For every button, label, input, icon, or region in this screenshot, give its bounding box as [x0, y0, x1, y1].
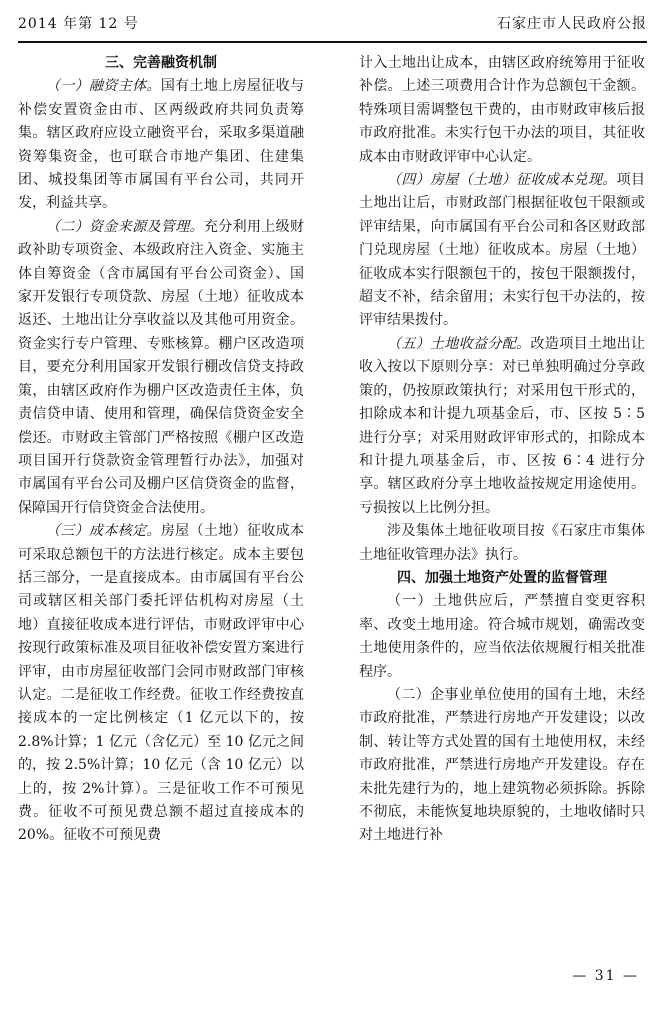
left-column [18, 52, 304, 848]
paragraph-lead: （四）房屋（土地）征收成本兑现。 [387, 172, 617, 189]
paragraph-text: 改造项目土地出让收入按以下原则分享：对已单独明确过分享政策的，仍按原政策执行；对采用包干形式的，扣除成本和计提九项基金后，市、区按 5∶5 进行分享；对采用财政评审形式的，扣除成本和计提九项基金后，市、区按 6∶4 进行分享。辖区政府分享土地收益按规定用途使用。亏损按以上比例分担。 [359, 335, 646, 516]
paragraph-text: （二）企事业单位使用的国有土地，未经市政府批准，严禁进行房地产开发建设；以改制、转让等方式处置的国有土地使用权，未经市政府批准，严禁进行房地产开发建设。存在未批先建行为的，地上建筑物必须拆除。拆除不彻底，未能恢复地块原貌的，土地收储时只对土地进行补 [359, 686, 645, 844]
paragraph-lead: （五）土地收益分配。 [387, 335, 531, 352]
paragraph [359, 333, 645, 520]
page-header [18, 8, 647, 38]
paragraph [18, 75, 304, 215]
paragraph [359, 520, 645, 567]
paragraph [359, 590, 645, 684]
paragraph-text: （一）土地供应后，严禁擅自变更容积率、改变土地用途。符合城市规划，确需改变土地使用条件的，应当依法依规履行相关批准程序。 [359, 593, 645, 680]
issue-label: 2014 年第 12 号 [18, 16, 139, 32]
paragraph-lead: （二）资金来源及管理。 [46, 218, 204, 235]
paragraph [18, 216, 304, 520]
paragraph-text: 计入土地出让成本，由辖区政府统筹用于征收补偿。上述三项费用合计作为总额包干金额。特殊项目需调整包干费的，由市财政审核后报市政府批准。未实行包干办法的项目，其征收成本由市财政评审中心认定。 [359, 55, 645, 165]
section-heading: 三、完善融资机制 [105, 55, 217, 71]
paragraph-text: 房屋（土地）征收成本可采取总额包干的方法进行核定。成本主要包括三部分，一是直接成本。由市属国有平台公司或辖区相关部门委托评估机构对房屋（土地）直接征收成本进行评估，市财政评审中心按现行政策标准及项目征收补偿安置方案进行评审，由市房屋征收部门会同市财政部门审核认定。二是征收工作经费。征收工作经费按直接成本的一定比例核定（1 亿元以下的，按 2.8%计算；1 亿元（含亿元）至 10 亿元之间的，按 2.5%计算；10 亿元（含 10 亿元）以上的，按 2%计算）。三是征收工作不可预见费。征收不可预见费总额不超过直接成本的 20%。征收不可预见费 [18, 523, 305, 844]
paragraph-text: 国有土地上房屋征收与补偿安置资金由市、区两级政府共同负责筹集。辖区政府应设立融资平台，采取多渠道融资筹集资金，也可联合市地产集团、住建集团、城投集团等市属国有平台公司，共同开发，利益共享。 [18, 78, 305, 212]
paragraph-text: 项目土地出让后，市财政部门根据征收包干限额或评审结果，向市属国有平台公司和各区财政部门兑现房屋（土地）征收成本。房屋（土地）征收成本实行限额包干的，按包干限额拨付，超支不补，结余留用；未实行包干办法的，按评审结果拨付。 [359, 172, 646, 329]
page-number: — 31 — [572, 968, 639, 984]
section-heading: 四、加强土地资产处置的监督管理 [397, 569, 607, 586]
right-column [359, 52, 645, 848]
paragraph-lead: （三）成本核定。 [46, 523, 161, 540]
paragraph-lead: （一）融资主体。 [46, 78, 161, 95]
paragraph [18, 520, 304, 848]
paragraph-text: 充分利用上级财政补助专项资金、本级政府注入资金、实施主体自筹资金（含市属国有平台公司资金）、国家开发银行专项贷款、房屋（土地）征收成本返还、土地出让分享收益以及其他可用资金。资金实行专户管理、专账核算。棚户区改造项目，要充分利用国家开发银行棚改信贷支持政策，由辖区政府作为棚户区改造责任主体，负责信贷申请、使用和管理，确保信贷资金安全偿还。市财政主管部门严格按照《棚户区改造项目国开行贷款资金管理暂行办法》，加强对市属国有平台公司及棚户区信贷资金的监督，保障国开行信贷资金合法使用。 [18, 218, 305, 516]
publication-title: 石家庄市人民政府公报 [497, 16, 647, 32]
paragraph [359, 52, 645, 169]
paragraph [359, 169, 645, 333]
paragraph-text: 涉及集体土地征收项目按《石家庄市集体土地征收管理办法》执行。 [359, 523, 645, 563]
header-rule [18, 41, 647, 43]
paragraph [359, 684, 645, 848]
